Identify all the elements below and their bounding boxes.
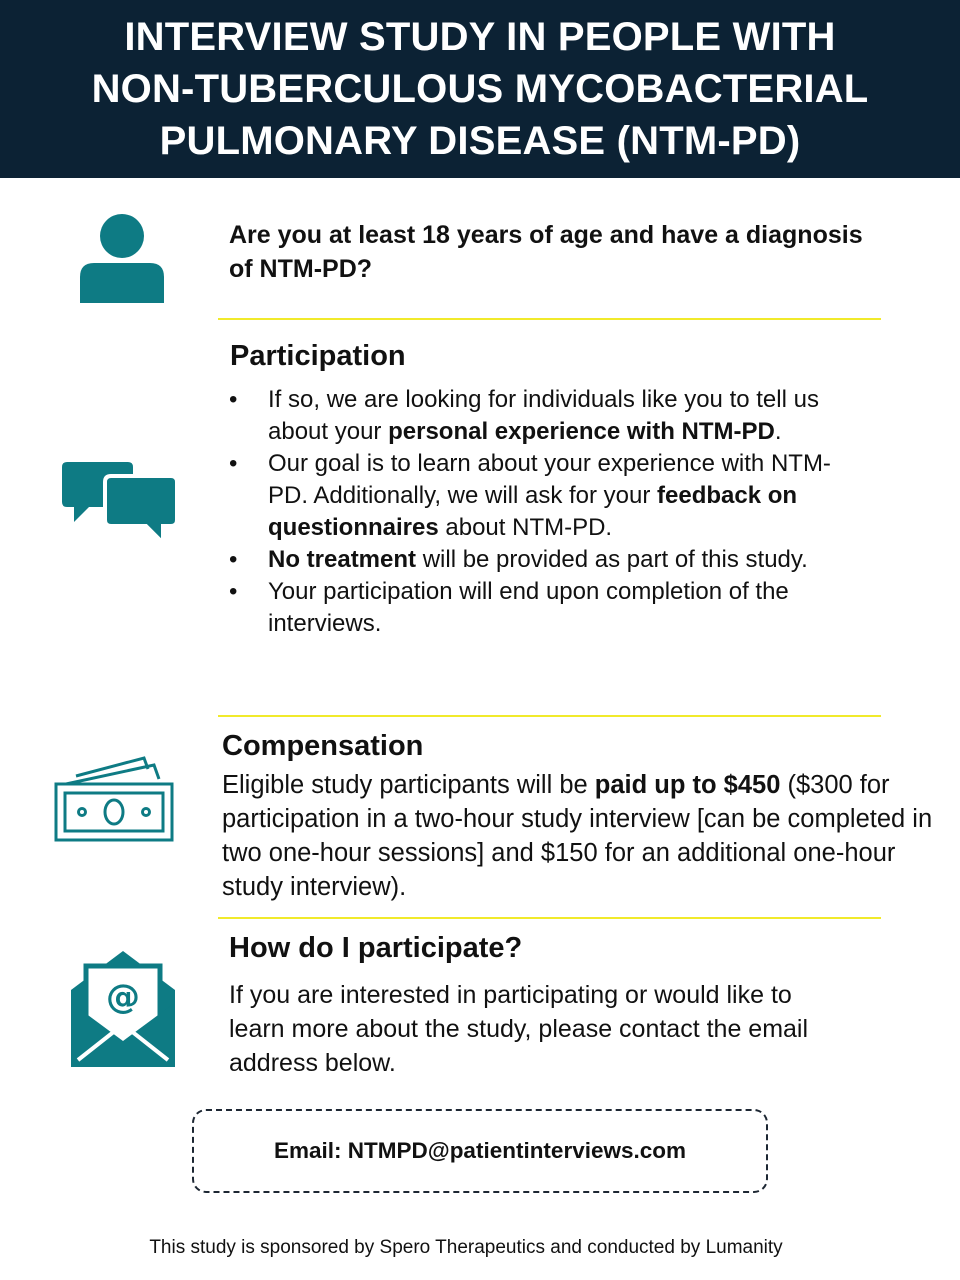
bullet-2-post: about NTM-PD. — [438, 514, 613, 541]
money-bills-icon — [54, 756, 174, 844]
bullet-item-2 — [229, 448, 849, 544]
email-box — [192, 1109, 768, 1193]
bullet-1-post: . — [774, 418, 782, 445]
participation-bullets — [229, 384, 849, 640]
eligibility-question: Are you at least 18 years of age and have a diagnosis of NTM-PD? — [229, 221, 863, 283]
how-heading: How do I participate? — [229, 932, 523, 964]
bullet-1-bold: personal experience with NTM-PD — [388, 418, 775, 445]
bullet-3-bold: No treatment — [268, 546, 417, 573]
compensation-heading: Compensation — [222, 730, 424, 762]
bullet-2-bold: feedback on questionnaires — [268, 482, 798, 541]
compensation-bold: paid up to $450 — [594, 771, 781, 799]
title-line-3: PULMONARY DISEASE (NTM-PD) — [159, 119, 801, 163]
bullet-item-1 — [229, 384, 849, 448]
bullet-marker: • — [229, 386, 238, 413]
bullet-2-pre: Our goal is to learn about your experience with NTM-PD. Additionally, we will ask for your — [268, 450, 831, 509]
divider-1 — [218, 318, 881, 320]
footer-sponsor: This study is sponsored by Spero Therapeutics and conducted by Lumanity — [149, 1237, 783, 1258]
title-line-1: INTERVIEW STUDY IN PEOPLE WITH — [124, 15, 836, 59]
how-text: If you are interested in participating or would like to learn more about the study, please contact the email address below. — [229, 981, 809, 1077]
bullet-1-pre: If so, we are looking for individuals like you to tell us about your — [268, 386, 819, 445]
divider-3 — [218, 917, 881, 919]
bullet-marker: • — [229, 546, 238, 573]
header-banner — [0, 0, 960, 178]
email-envelope-icon — [68, 950, 178, 1070]
compensation-text — [222, 768, 942, 904]
participation-heading: Participation — [230, 340, 406, 372]
title-line-2: NON-TUBERCULOUS MYCOBACTERIAL — [91, 67, 869, 111]
compensation-post: ($300 for participation in a two-hour study interview [can be completed in two one-hour sessions] and $150 for an additional one-hour study interview). — [222, 771, 933, 901]
svg-text:@: @ — [106, 977, 140, 1017]
bullet-item-3 — [229, 544, 849, 576]
email-address-link[interactable]: Email: NTMPD@patientinterviews.com — [273, 1138, 687, 1163]
bullet-3-post: will be provided as part of this study. — [416, 546, 808, 573]
compensation-pre: Eligible study participants will be — [222, 771, 595, 799]
bullet-marker: • — [229, 450, 238, 477]
bullet-item-4 — [229, 576, 849, 640]
divider-2 — [218, 715, 881, 717]
person-icon — [79, 213, 167, 305]
bullet-4-pre: Your participation will end upon completion of the interviews. — [268, 578, 789, 637]
speech-bubbles-icon — [62, 462, 178, 544]
bullet-marker: • — [229, 578, 238, 605]
